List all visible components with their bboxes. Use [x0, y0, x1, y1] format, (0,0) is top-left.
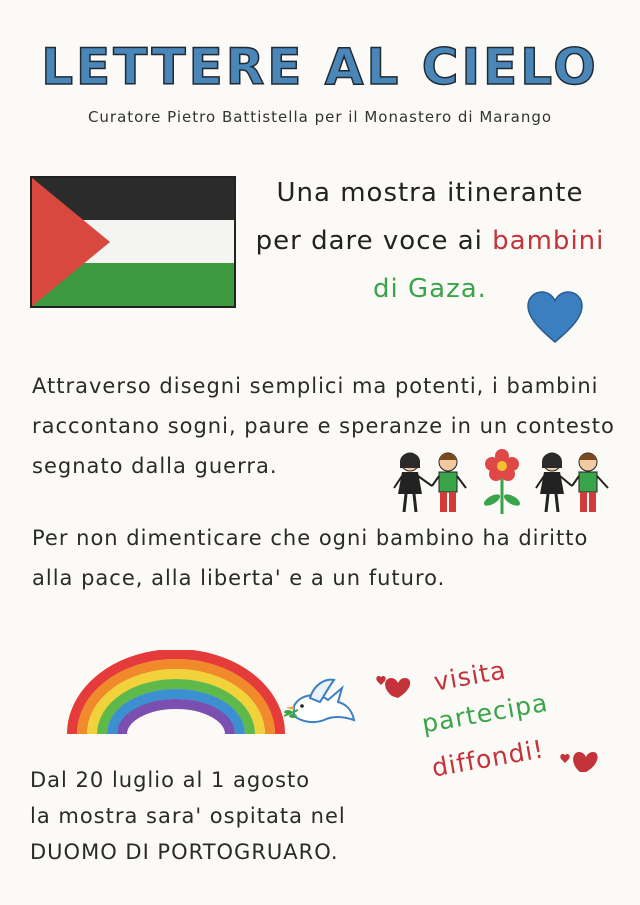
rainbow-icon: [66, 650, 286, 736]
heart-icon: [372, 672, 416, 700]
blue-heart-icon: [526, 290, 584, 344]
cta-visit: visita: [431, 655, 509, 697]
dove-icon: [280, 676, 358, 732]
intro-line-1: Una mostra itinerante: [276, 178, 584, 208]
event-venue-name: DUOMO DI PORTOGRUARO.: [30, 840, 339, 864]
event-dates: Dal 20 luglio al 1 agosto: [30, 768, 311, 792]
paragraph-2-line-2: alla pace, alla liberta' e a un futuro.: [32, 566, 446, 590]
paragraph-1-line-1: Attraverso disegni semplici ma potenti, i bambini: [32, 374, 599, 398]
curator-subtitle: Curatore Pietro Battistella per il Monastero di Marango: [87, 108, 553, 126]
cta-share: diffondi!: [429, 734, 547, 783]
event-venue-intro: la mostra sara' ospitata nel: [30, 804, 346, 828]
page-title: LETTERE AL CIELO: [41, 38, 599, 96]
paragraph-1-line-2: raccontano sogni, paure e speranze in un contesto: [32, 414, 615, 438]
cta-participate: partecipa: [419, 687, 551, 739]
children-chain-icon: [392, 448, 614, 520]
flower-icon: [482, 449, 522, 514]
intro-highlight-bambini: bambini: [492, 226, 605, 256]
paragraph-2-line-1: Per non dimenticare che ogni bambino ha diritto: [32, 526, 589, 550]
heart-icon: [556, 744, 600, 774]
intro-line-2: [244, 228, 616, 254]
intro-line-3: di Gaza.: [373, 274, 487, 304]
paragraph-1-line-3: segnato dalla guerra.: [32, 454, 278, 478]
palestine-flag-icon: [30, 176, 236, 308]
intro-line-2-prefix: per dare voce ai: [255, 226, 493, 256]
